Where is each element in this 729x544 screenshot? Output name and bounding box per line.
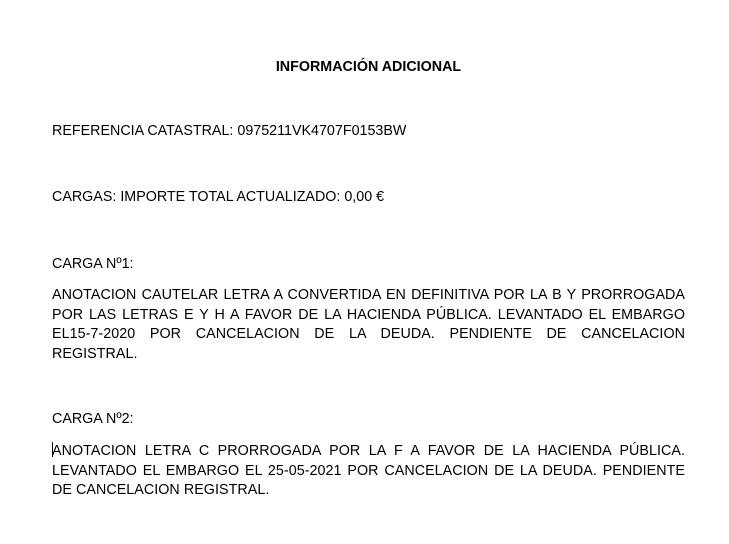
carga-1-heading: CARGA Nº1: xyxy=(52,256,134,272)
carga-1-text: ANOTACION CAUTELAR LETRA A CONVERTIDA EN DEFINITIVA POR LA B Y PRORROGADA POR LAS LETRAS E Y H A FAVOR DE LA HACIENDA PÚBLICA. LEVANTADO EL EMBARGO EL15-7-2020 POR CANCELACION DE LA DEUDA. PENDIENTE DE CANCELACION REGISTRAL. xyxy=(52,287,685,362)
carga-2-heading: CARGA Nº2: xyxy=(52,411,134,427)
cargas-total: CARGAS: IMPORTE TOTAL ACTUALIZADO: 0,00 € xyxy=(52,189,385,205)
carga-2-text: ANOTACION LETRA C PRORROGADA POR LA F A FAVOR DE LA HACIENDA PÚBLICA. LEVANTADO EL EMBARGO EL 25-05-2021 POR CANCELACION DE LA DEUDA. PENDIENTE DE CANCELACION REGISTRAL. xyxy=(52,443,685,498)
referencia-catastral: REFERENCIA CATASTRAL: 0975211VK4707F0153BW xyxy=(52,123,407,139)
carga-2-block[interactable] xyxy=(52,442,685,501)
document-title: INFORMACIÓN ADICIONAL xyxy=(275,59,462,75)
